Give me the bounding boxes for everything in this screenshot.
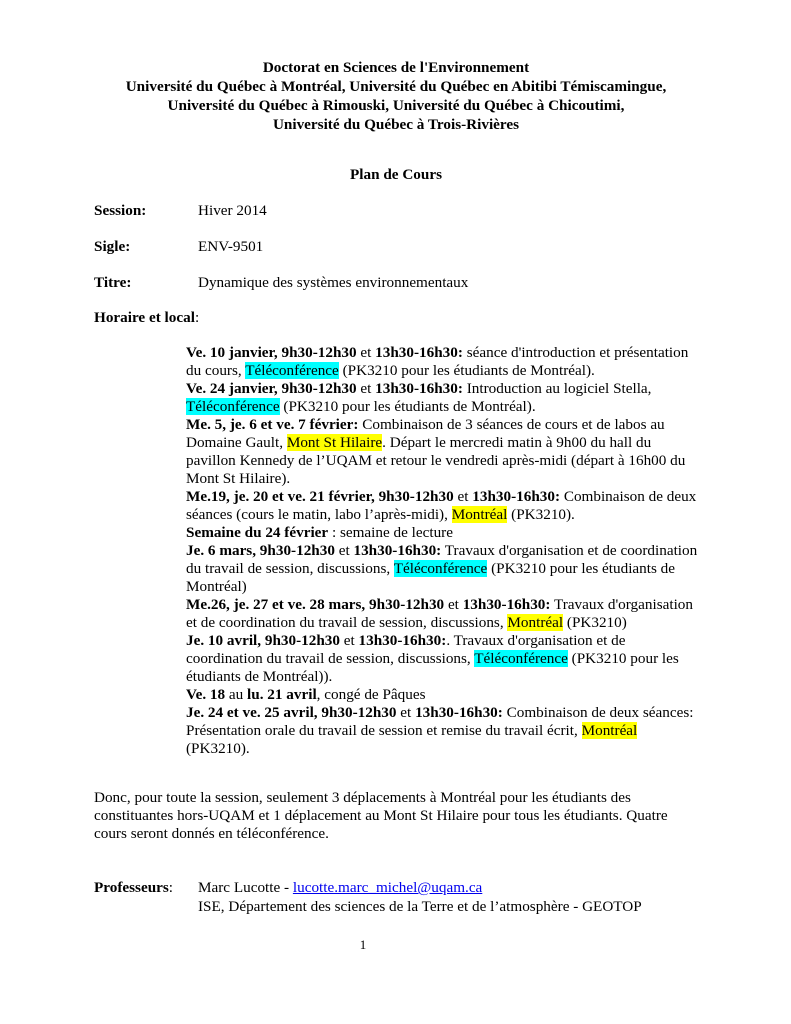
entry-text: et xyxy=(339,632,359,649)
entry-text: (PK3210 pour les étudiants de Montréal)). xyxy=(186,650,679,685)
schedule-entry xyxy=(186,596,701,632)
entry-text: et xyxy=(444,596,463,613)
professor-name: Marc Lucotte - xyxy=(198,879,293,896)
entry-time: 13h30-16h30: xyxy=(375,380,463,397)
horaire-label-text: Horaire et local xyxy=(94,309,195,326)
entry-text: Travaux d'organisation et de coordination du travail de session, discussions, xyxy=(186,596,693,631)
professor-email-link[interactable]: lucotte.marc_michel@uqam.ca xyxy=(292,879,483,896)
entry-date: Ve. 10 janvier, 9h30-12h30 xyxy=(186,344,357,361)
location-highlight: Montréal xyxy=(581,722,638,739)
entry-text: . Travaux d'organisation et de coordination du travail de session, discussions, xyxy=(186,632,626,667)
professor-contact xyxy=(198,879,482,897)
entry-text: , congé de Pâques xyxy=(316,686,426,703)
entry-text: et xyxy=(334,542,354,559)
entry-text: et xyxy=(396,704,416,721)
schedule-entry xyxy=(186,542,701,596)
summary-text: Donc, pour toute la session, seulement 3 déplacements à Montréal pour les étudiants des constituantes hors-UQAM et 1 déplacement au Mont St Hilaire pour tous les étudiants. Quatre cours seront donnés en téléconférence. xyxy=(94,789,668,842)
schedule-list xyxy=(186,344,701,758)
titre-value: Dynamique des systèmes environnementaux xyxy=(198,274,469,291)
entry-text: Introduction au logiciel Stella, xyxy=(462,380,652,397)
entry-date: Je. 24 et ve. 25 avril, 9h30-12h30 xyxy=(186,704,397,721)
sigle-value: ENV-9501 xyxy=(198,238,264,255)
entry-date: Semaine du 24 février xyxy=(186,524,329,541)
schedule-entry xyxy=(186,380,701,416)
schedule-entry xyxy=(186,686,701,704)
professors-label-colon: : xyxy=(168,879,174,896)
entry-date: Je. 6 mars, 9h30-12h30 xyxy=(186,542,335,559)
entry-time: 13h30-16h30: xyxy=(415,704,503,721)
sigle-label: Sigle: xyxy=(94,238,131,255)
header-line-3: Université du Québec à Rimouski, Université du Québec à Chicoutimi, xyxy=(167,97,625,114)
entry-time: 13h30-16h30: xyxy=(462,596,551,613)
entry-text: (PK3210). xyxy=(186,740,250,757)
entry-text: Travaux d'organisation et de coordination du travail de session, discussions, xyxy=(186,542,698,577)
entry-text: (PK3210 pour les étudiants de Montréal). xyxy=(338,362,595,379)
entry-text: (PK3210 pour les étudiants de Montréal) xyxy=(186,560,676,595)
horaire-label-colon: : xyxy=(194,309,200,326)
header-line-1: Doctorat en Sciences de l'Environnement xyxy=(262,59,530,76)
document-header xyxy=(80,58,712,134)
schedule-entry xyxy=(186,704,701,758)
teleconference-highlight: Téléconférence xyxy=(393,560,488,577)
entry-text: et xyxy=(453,488,473,505)
plan-title: Plan de Cours xyxy=(350,166,442,183)
entry-text: . Départ le mercredi matin à 9h00 du hall du pavillon Kennedy de l’UQAM et retour le vendredi après-midi (départ à 16h00 du Mont St Hilaire). xyxy=(186,434,686,487)
entry-text: Combinaison de 3 séances de cours et de labos au Domaine Gault, xyxy=(186,416,665,451)
teleconference-highlight: Téléconférence xyxy=(186,398,280,415)
horaire-label xyxy=(94,309,199,327)
entry-date: Me.26, je. 27 et ve. 28 mars, 9h30-12h30 xyxy=(186,596,445,613)
location-highlight: Mont St Hilaire xyxy=(286,434,383,451)
entry-date: lu. 21 avril xyxy=(247,686,317,703)
schedule-entry xyxy=(186,488,701,524)
entry-text: : semaine de lecture xyxy=(328,524,453,541)
entry-text: et xyxy=(356,380,376,397)
entry-text: et xyxy=(356,344,376,361)
professor-affiliation: ISE, Département des sciences de la Terre et de l’atmosphère - GEOTOP xyxy=(198,898,642,915)
entry-text: Combinaison de deux séances (cours le matin, labo l’après-midi), xyxy=(186,488,697,523)
entry-time: 13h30-16h30: xyxy=(375,344,463,361)
entry-text: (PK3210) xyxy=(563,614,627,631)
entry-text: Combinaison de deux séances: Présentation orale du travail de session et remise du travail écrit, xyxy=(186,704,694,739)
location-highlight: Montréal xyxy=(451,506,508,523)
schedule-entry xyxy=(186,632,701,686)
schedule-entry xyxy=(186,524,701,542)
entry-text: (PK3210 pour les étudiants de Montréal). xyxy=(279,398,536,415)
entry-date: Je. 10 avril, 9h30-12h30 xyxy=(186,632,340,649)
page-number: 1 xyxy=(359,937,367,952)
entry-date: Ve. 18 xyxy=(186,686,226,703)
teleconference-highlight: Téléconférence xyxy=(474,650,568,667)
session-label: Session: xyxy=(94,202,147,219)
entry-text: (PK3210). xyxy=(507,506,575,523)
entry-text: séance d'introduction et présentation du cours, xyxy=(186,344,689,379)
entry-time: 13h30-16h30: xyxy=(353,542,442,559)
professors-label xyxy=(94,879,173,897)
summary-paragraph xyxy=(94,789,694,843)
location-highlight: Montréal xyxy=(507,614,564,631)
entry-date: Me.19, je. 20 et ve. 21 février, 9h30-12h30 xyxy=(186,488,454,505)
entry-date: Me. 5, je. 6 et ve. 7 février: xyxy=(186,416,359,433)
professors-label-text: Professeurs xyxy=(94,879,169,896)
entry-time: 13h30-16h30: xyxy=(472,488,561,505)
entry-text: au xyxy=(225,686,248,703)
entry-time: 13h30-16h30: xyxy=(358,632,447,649)
teleconference-highlight: Téléconférence xyxy=(245,362,339,379)
titre-label: Titre: xyxy=(94,274,132,291)
entry-date: Ve. 24 janvier, 9h30-12h30 xyxy=(186,380,357,397)
header-line-4: Université du Québec à Trois-Rivières xyxy=(272,116,520,133)
schedule-entry xyxy=(186,344,701,380)
session-value: Hiver 2014 xyxy=(198,202,267,219)
header-line-2: Université du Québec à Montréal, Université du Québec en Abitibi Témiscamingue, xyxy=(125,78,667,95)
schedule-entry xyxy=(186,416,701,488)
